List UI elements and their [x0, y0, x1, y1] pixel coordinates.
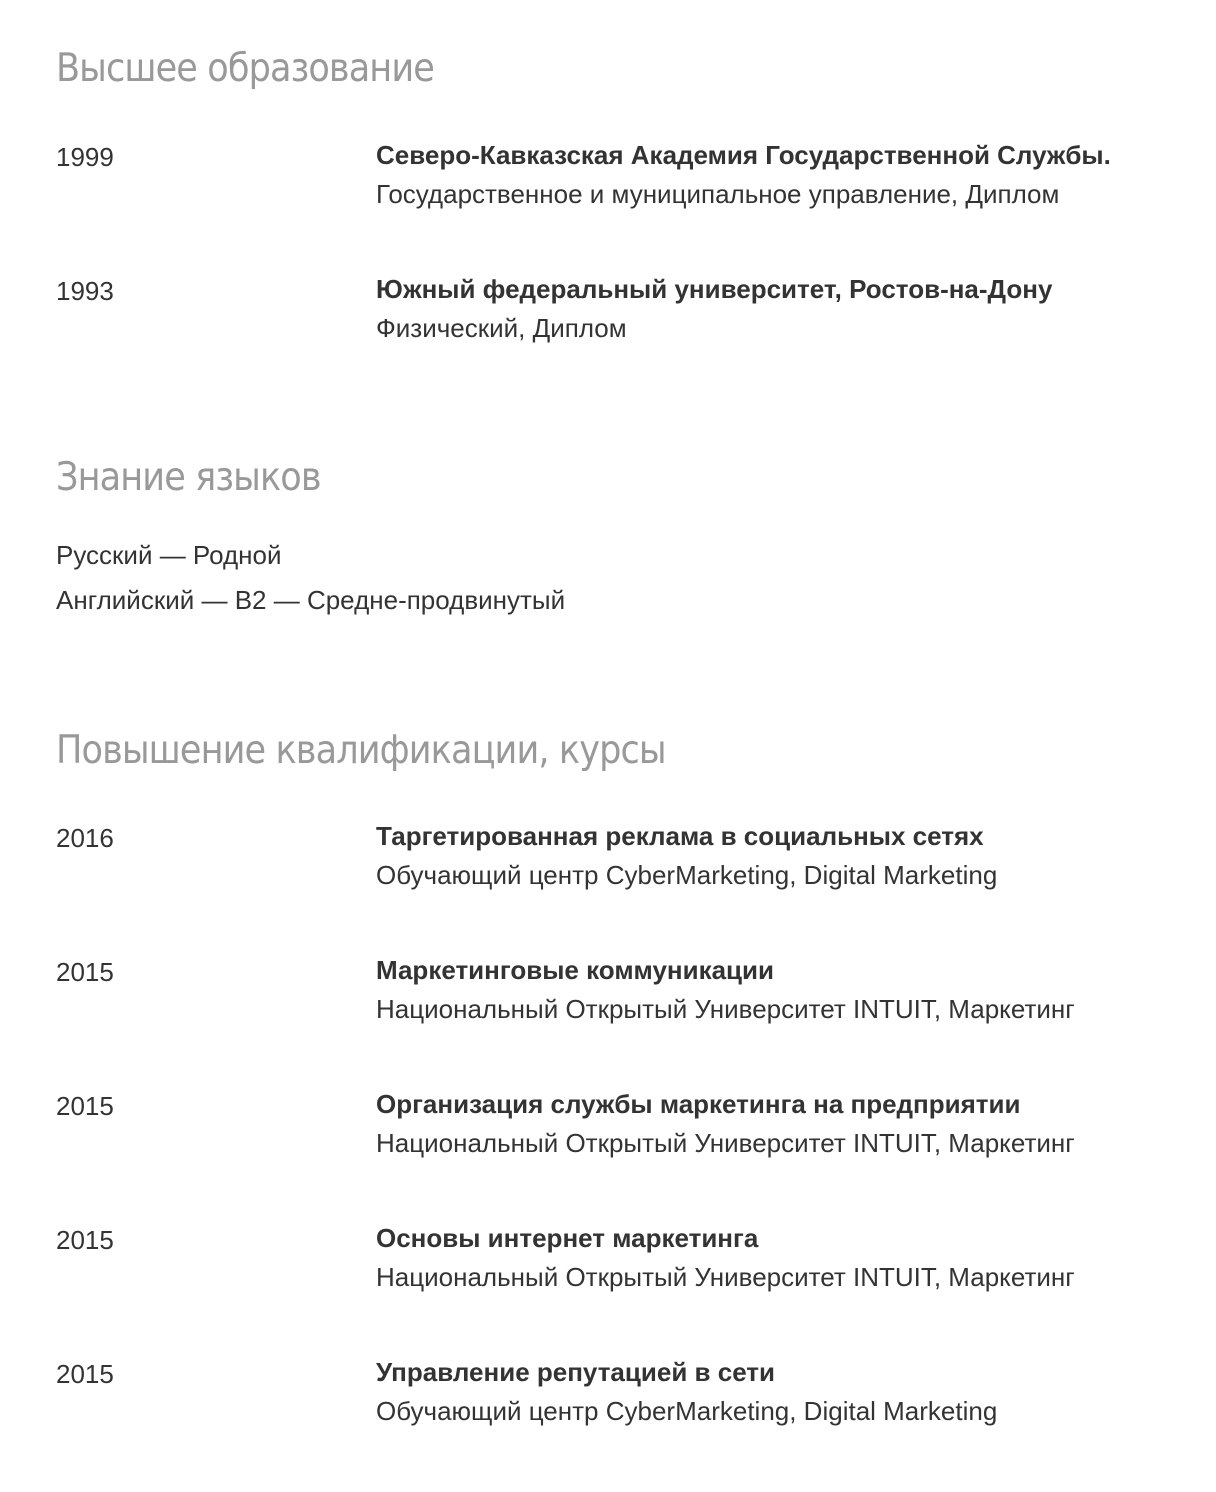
education-institution: Южный федеральный университет, Ростов-на-Дону: [376, 274, 1053, 304]
education-entry-body: [376, 271, 1206, 349]
courses-section: [56, 726, 1196, 1488]
course-year: 2015: [56, 1091, 114, 1121]
course-detail: Национальный Открытый Университет INTUIT, Маркетинг: [376, 1262, 1075, 1292]
languages-section: [56, 453, 1196, 623]
language-item: Русский — Родной: [56, 540, 282, 570]
education-year: 1993: [56, 276, 114, 306]
education-detail: Физический, Диплом: [376, 313, 627, 343]
course-year: 2016: [56, 823, 114, 853]
course-entry: [56, 952, 1196, 1086]
education-section: [56, 44, 1196, 405]
resume-page: [56, 0, 1196, 1488]
course-name: Управление репутацией в сети: [376, 1357, 776, 1387]
education-entry-body: [376, 137, 1206, 215]
education-institution: Северо-Кавказская Академия Государственной Службы.: [376, 140, 1111, 170]
course-name: Маркетинговые коммуникации: [376, 955, 775, 985]
course-year: 2015: [56, 1359, 114, 1389]
course-year: 2015: [56, 957, 114, 987]
course-entry-body: [376, 952, 1206, 1030]
language-item: Английский — B2 — Средне-продвинутый: [56, 585, 566, 615]
course-detail: Обучающий центр CyberMarketing, Digital Marketing: [376, 1396, 998, 1426]
course-entry-body: [376, 818, 1206, 896]
languages-section-title: Знание языков: [56, 455, 321, 500]
course-entry: [56, 1220, 1196, 1354]
education-entry: [56, 271, 1196, 405]
course-entry: [56, 1354, 1196, 1488]
education-detail: Государственное и муниципальное управление, Диплом: [376, 179, 1060, 209]
education-year: 1999: [56, 142, 114, 172]
course-name: Таргетированная реклама в социальных сетях: [376, 821, 984, 851]
course-entry-body: [376, 1086, 1206, 1164]
course-entry-body: [376, 1220, 1206, 1298]
course-name: Основы интернет маркетинга: [376, 1223, 759, 1253]
course-entry: [56, 1086, 1196, 1220]
education-section-title: Высшее образование: [56, 46, 434, 91]
course-year: 2015: [56, 1225, 114, 1255]
course-entry-body: [376, 1354, 1206, 1432]
course-detail: Национальный Открытый Университет INTUIT, Маркетинг: [376, 994, 1075, 1024]
course-entry: [56, 818, 1196, 952]
education-entry: [56, 137, 1196, 271]
course-detail: Национальный Открытый Университет INTUIT, Маркетинг: [376, 1128, 1075, 1158]
languages-list: [56, 533, 1196, 623]
course-name: Организация службы маркетинга на предприятии: [376, 1089, 1021, 1119]
courses-section-title: Повышение квалификации, курсы: [56, 728, 666, 773]
course-detail: Обучающий центр CyberMarketing, Digital Marketing: [376, 860, 998, 890]
